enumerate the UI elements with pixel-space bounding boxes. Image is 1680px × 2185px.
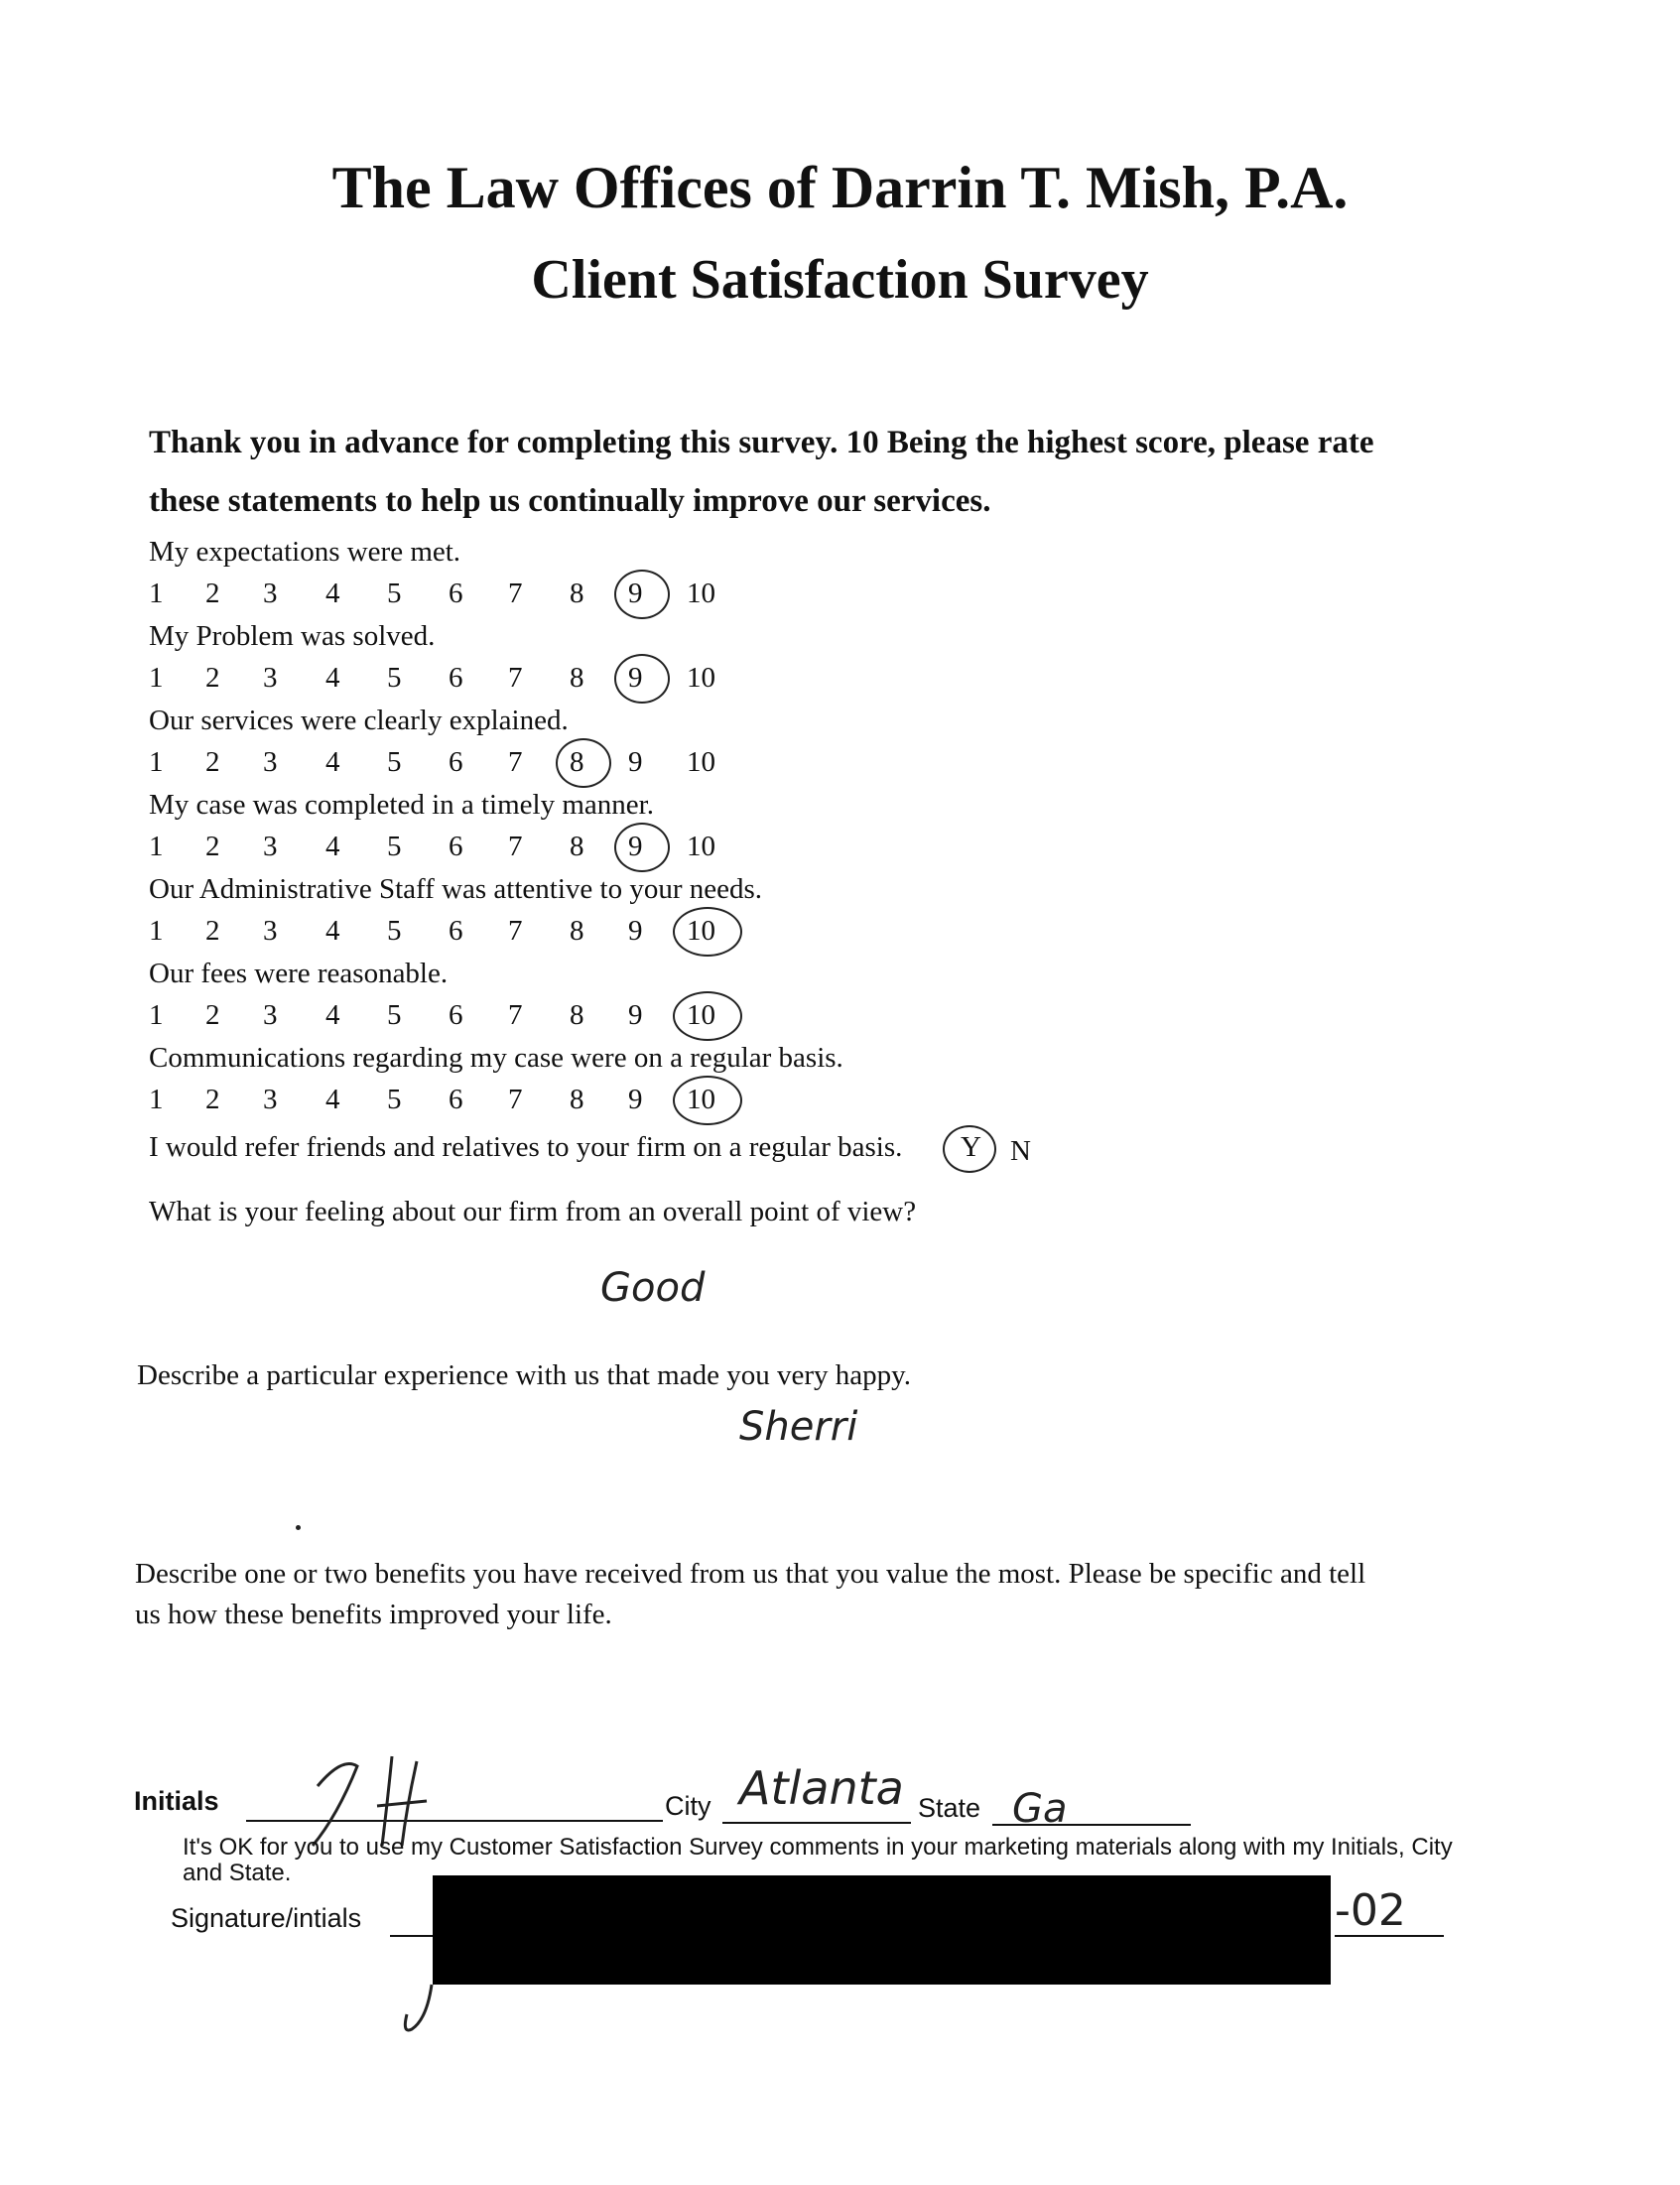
rating-option: 8 xyxy=(570,662,584,694)
overall-question: What is your feeling about our firm from an overall point of view? xyxy=(149,1196,917,1227)
signature-stroke xyxy=(397,1980,456,2039)
survey-title: Client Satisfaction Survey xyxy=(531,249,1149,311)
rating-option: 6 xyxy=(449,915,463,947)
rating-option: 6 xyxy=(449,746,463,778)
rating-option: 7 xyxy=(508,999,523,1031)
rating-option: 6 xyxy=(449,662,463,694)
rating-option: 8 xyxy=(570,1084,584,1115)
rating-option: 5 xyxy=(387,915,402,947)
intro-line-2: these statements to help us continually improve our services. xyxy=(149,483,991,519)
rating-option: 1 xyxy=(149,746,164,778)
consent-line-1: It's OK for you to use my Customer Satisfaction Survey comments in your marketing materials along with my Initials, City xyxy=(183,1834,1453,1861)
state-label: State xyxy=(918,1793,981,1823)
city-handwritten: Atlanta xyxy=(739,1761,904,1815)
rating-option: 5 xyxy=(387,662,402,694)
rating-option: 9 xyxy=(628,999,643,1031)
rating-option: 5 xyxy=(387,578,402,609)
rating-option: 10 xyxy=(687,831,715,862)
rating-option: 3 xyxy=(263,999,278,1031)
rating-option: 10 xyxy=(687,662,715,694)
rating-option: 1 xyxy=(149,1084,164,1115)
consent-line-2: and State. xyxy=(183,1860,292,1886)
rating-option: 2 xyxy=(205,915,220,947)
rating-option: 9 xyxy=(628,578,643,609)
rating-option: 9 xyxy=(628,1084,643,1115)
refer-yes-option: Y xyxy=(961,1131,981,1163)
rating-option: 8 xyxy=(570,999,584,1031)
rating-option: 4 xyxy=(325,1084,340,1115)
question-text: Our services were clearly explained. xyxy=(149,705,569,736)
refer-no-option: N xyxy=(1010,1135,1031,1167)
initials-label: Initials xyxy=(134,1786,219,1816)
rating-option: 4 xyxy=(325,746,340,778)
rating-option: 2 xyxy=(205,999,220,1031)
rating-option: 10 xyxy=(687,578,715,609)
stray-mark xyxy=(296,1525,301,1530)
rating-option: 10 xyxy=(687,1084,715,1115)
benefits-question-line-1: Describe one or two benefits you have received from us that you value the most. Please be specific and tell xyxy=(135,1558,1366,1590)
question-text: My expectations were met. xyxy=(149,536,461,568)
rating-option: 1 xyxy=(149,999,164,1031)
experience-question: Describe a particular experience with us that made you very happy. xyxy=(137,1359,911,1391)
rating-option: 7 xyxy=(508,578,523,609)
rating-option: 6 xyxy=(449,831,463,862)
date-fragment-handwritten: -02 xyxy=(1335,1885,1406,1936)
signature-label: Signature/intials xyxy=(171,1903,362,1933)
benefits-question-line-2: us how these benefits improved your life. xyxy=(135,1599,612,1630)
question-text: Communications regarding my case were on a regular basis. xyxy=(149,1042,843,1074)
rating-option: 2 xyxy=(205,578,220,609)
question-text: Our Administrative Staff was attentive to your needs. xyxy=(149,873,763,905)
rating-option: 7 xyxy=(508,831,523,862)
overall-answer-handwritten: Good xyxy=(600,1265,706,1311)
rating-option: 4 xyxy=(325,662,340,694)
rating-option: 5 xyxy=(387,999,402,1031)
rating-option: 3 xyxy=(263,831,278,862)
firm-title: The Law Offices of Darrin T. Mish, P.A. xyxy=(331,155,1349,220)
rating-option: 2 xyxy=(205,662,220,694)
rating-option: 9 xyxy=(628,746,643,778)
rating-option: 6 xyxy=(449,578,463,609)
refer-question xyxy=(149,1131,902,1164)
rating-option: 1 xyxy=(149,915,164,947)
rating-option: 8 xyxy=(570,915,584,947)
rating-option: 5 xyxy=(387,1084,402,1115)
rating-option: 9 xyxy=(628,831,643,862)
rating-option: 5 xyxy=(387,746,402,778)
rating-option: 3 xyxy=(263,915,278,947)
question-text: My Problem was solved. xyxy=(149,620,436,652)
rating-option: 4 xyxy=(325,831,340,862)
question-text: My case was completed in a timely manner. xyxy=(149,789,654,821)
rating-option: 7 xyxy=(508,915,523,947)
rating-option: 10 xyxy=(687,915,715,947)
rating-option: 7 xyxy=(508,662,523,694)
rating-option: 2 xyxy=(205,831,220,862)
rating-option: 10 xyxy=(687,999,715,1031)
rating-option: 3 xyxy=(263,662,278,694)
redaction-block xyxy=(433,1875,1331,1985)
rating-option: 5 xyxy=(387,831,402,862)
rating-option: 8 xyxy=(570,746,584,778)
intro-line-1: Thank you in advance for completing this survey. 10 Being the highest score, please rate xyxy=(149,425,1374,460)
refer-question-text: I would refer friends and relatives to your firm on a regular basis. xyxy=(149,1131,903,1163)
city-label: City xyxy=(665,1791,711,1821)
rating-option: 1 xyxy=(149,662,164,694)
refer-yes-circle xyxy=(943,1125,996,1173)
rating-option: 8 xyxy=(570,831,584,862)
rating-option: 10 xyxy=(687,746,715,778)
rating-option: 7 xyxy=(508,746,523,778)
rating-option: 2 xyxy=(205,746,220,778)
rating-option: 3 xyxy=(263,746,278,778)
rating-option: 4 xyxy=(325,578,340,609)
rating-option: 1 xyxy=(149,831,164,862)
rating-option: 8 xyxy=(570,578,584,609)
rating-option: 1 xyxy=(149,578,164,609)
city-line xyxy=(722,1822,911,1824)
question-text: Our fees were reasonable. xyxy=(149,958,449,989)
rating-option: 6 xyxy=(449,999,463,1031)
rating-option: 7 xyxy=(508,1084,523,1115)
rating-option: 3 xyxy=(263,1084,278,1115)
rating-option: 6 xyxy=(449,1084,463,1115)
rating-option: 2 xyxy=(205,1084,220,1115)
rating-option: 4 xyxy=(325,999,340,1031)
rating-option: 4 xyxy=(325,915,340,947)
experience-answer-handwritten: Sherri xyxy=(739,1404,858,1450)
rating-option: 9 xyxy=(628,662,643,694)
rating-option: 3 xyxy=(263,578,278,609)
state-handwritten: Ga xyxy=(1012,1786,1068,1832)
rating-option: 9 xyxy=(628,915,643,947)
date-line xyxy=(1335,1935,1444,1937)
